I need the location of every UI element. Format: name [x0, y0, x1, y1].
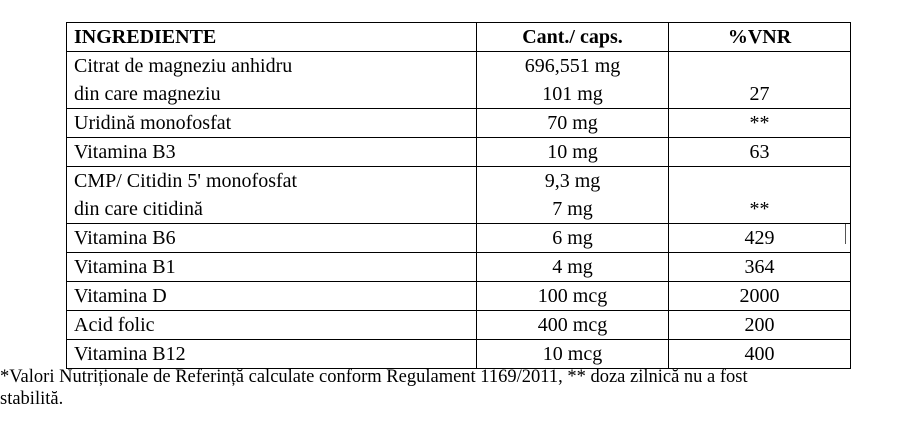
footnote-line-1: *Valori Nutriționale de Referință calculate conform Regulament 1169/2011, ** doza zilnică nu a fost — [0, 367, 748, 387]
vnr-cell — [669, 253, 851, 282]
quantity-cell — [477, 224, 669, 253]
vnr-cell-text: 63 — [749, 141, 770, 163]
quantity-cell-text: 400 mcg — [537, 314, 608, 336]
quantity-cell — [477, 253, 669, 282]
ingredient-cell — [67, 109, 477, 138]
table-row — [67, 282, 851, 311]
vnr-cell-text: 364 — [744, 256, 775, 278]
quantity-cell — [477, 52, 669, 109]
table-body — [67, 52, 851, 369]
header-ingredient: INGREDIENTE — [67, 23, 477, 52]
vnr-cell-text: 27 — [749, 83, 770, 105]
vnr-cell — [669, 167, 851, 224]
header-quantity: Cant./ caps. — [477, 23, 669, 52]
quantity-cell-text: 4 mg — [552, 256, 593, 278]
ingredient-cell — [67, 52, 477, 109]
vnr-cell-text — [669, 52, 850, 80]
table-row — [67, 311, 851, 340]
table-row — [67, 167, 851, 224]
vnr-cell — [669, 311, 851, 340]
table-header-row — [67, 23, 851, 52]
vnr-cell-text: 400 — [744, 343, 775, 365]
vnr-cell-text: 2000 — [739, 285, 780, 307]
quantity-cell-text: 100 mcg — [537, 285, 608, 307]
vnr-cell — [669, 138, 851, 167]
quantity-cell — [477, 167, 669, 224]
quantity-cell-text: 70 mg — [547, 112, 598, 134]
quantity-cell-text: 10 mcg — [542, 343, 603, 365]
table-row — [67, 138, 851, 167]
table-row — [67, 253, 851, 282]
ingredient-cell-text: Vitamina B12 — [74, 343, 186, 365]
ingredient-cell-text: Vitamina D — [74, 285, 167, 307]
ingredient-cell-text: CMP/ Citidin 5' monofosfat — [74, 170, 298, 192]
vnr-cell — [669, 224, 851, 253]
footnote — [0, 366, 912, 410]
quantity-cell-text: 6 mg — [552, 227, 593, 249]
ingredient-cell — [67, 340, 477, 369]
vnr-cell — [669, 52, 851, 109]
ingredients-table — [66, 22, 851, 369]
header-vnr: %VNR — [669, 23, 851, 52]
ingredient-cell — [67, 167, 477, 224]
vnr-cell — [669, 282, 851, 311]
quantity-cell-text: 9,3 mg — [544, 170, 601, 192]
ingredient-cell — [67, 282, 477, 311]
ingredient-cell — [67, 138, 477, 167]
ingredient-cell — [67, 253, 477, 282]
ingredient-cell-text: Vitamina B1 — [74, 256, 176, 278]
vnr-cell — [669, 340, 851, 369]
vnr-cell — [669, 109, 851, 138]
quantity-cell-text: 10 mg — [547, 141, 598, 163]
quantity-cell-text: 101 mg — [542, 83, 603, 105]
quantity-cell-text: 696,551 mg — [524, 55, 621, 77]
quantity-cell — [477, 282, 669, 311]
quantity-cell — [477, 311, 669, 340]
table-row — [67, 52, 851, 109]
ingredient-cell-text: din care citidină — [74, 198, 203, 220]
table-row — [67, 224, 851, 253]
ingredient-cell-text: Uridină monofosfat — [74, 112, 232, 134]
ingredient-cell-text: Citrat de magneziu anhidru — [74, 55, 293, 77]
quantity-cell — [477, 138, 669, 167]
ingredient-cell-text: Vitamina B3 — [74, 141, 176, 163]
ingredient-cell-text: din care magneziu — [74, 83, 221, 105]
table-row — [67, 340, 851, 369]
stray-mark — [845, 224, 846, 244]
vnr-cell-text: 200 — [744, 314, 775, 336]
vnr-cell-text: 429 — [744, 227, 775, 249]
ingredient-cell-text: Acid folic — [74, 314, 155, 336]
vnr-cell-text: ** — [749, 198, 770, 220]
table-row — [67, 109, 851, 138]
vnr-cell-text — [669, 167, 850, 195]
vnr-cell-text: ** — [749, 112, 770, 134]
ingredient-cell — [67, 311, 477, 340]
quantity-cell-text: 7 mg — [552, 198, 593, 220]
quantity-cell — [477, 109, 669, 138]
ingredient-cell-text: Vitamina B6 — [74, 227, 176, 249]
ingredient-cell — [67, 224, 477, 253]
quantity-cell — [477, 340, 669, 369]
footnote-line-2: stabilită. — [0, 389, 64, 409]
